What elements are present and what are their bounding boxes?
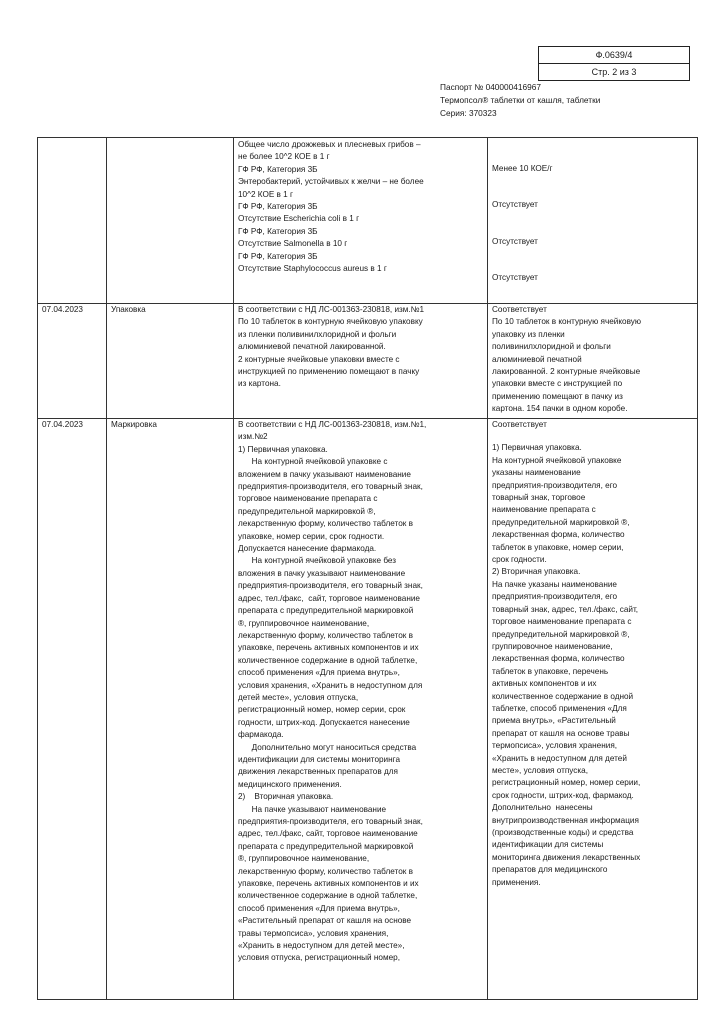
text-line: применения. (492, 877, 541, 887)
text-line: лекарственная форма, количество (492, 530, 625, 540)
text-line: товарный знак, торговое (492, 493, 586, 503)
text-line: таблетке, способ применения «Для (492, 703, 627, 713)
text-line: На пачке указаны наименование (492, 579, 617, 589)
text-line: препарата с предупредительной маркировкой (238, 841, 414, 851)
result-line: Отсутствует (492, 200, 538, 210)
text-line: регистрационный номер, номер серии, (492, 778, 641, 788)
text-line: месте», условия отпуска, (492, 765, 588, 775)
text-line: По 10 таблеток в контурную ячейковую упаковку (238, 317, 423, 327)
text-line: ГФ РФ, Категория 3Б (238, 164, 318, 174)
test-cell: Маркировка (107, 419, 234, 1000)
text-line: Допускается нанесение фармакода. (238, 544, 377, 554)
analysis-table (37, 137, 698, 1000)
text-line: поливинилхлоридной и фольги (492, 342, 611, 352)
text-line: упаковки вместе с инструкцией по (492, 379, 623, 389)
text-line: 1) Первичная упаковка. (492, 443, 582, 453)
text-line: алюминиевой печатной (492, 354, 582, 364)
text-line: способ применения «Для приема внутрь», (238, 903, 400, 913)
text-line: На пачке указывают наименование (238, 804, 387, 814)
text-line: детей месте», условия отпуска, (238, 692, 359, 702)
text-line: указаны наименование (492, 468, 581, 478)
passport-number: Паспорт № 040000416967 (440, 82, 541, 92)
table-row (38, 419, 698, 1000)
form-code-box (538, 46, 690, 81)
text-line: предупредительной маркировкой ®, (238, 506, 376, 516)
text-line: 1) Первичная упаковка. (238, 444, 328, 454)
text-line: из пленки поливинилхлоридной и фольги (238, 329, 397, 339)
text-line: из картона. (238, 379, 281, 389)
spec-cell (234, 304, 488, 419)
text-line: термопсиса», условия хранения, (492, 741, 618, 751)
text-line: ГФ РФ, Категория 3Б (238, 226, 318, 236)
text-line: изм.№2 (238, 432, 268, 442)
text-line: движения лекарственных препаратов для (238, 767, 398, 777)
text-line: условия отпуска, регистрационный номер, (238, 953, 400, 963)
text-line: внутрипроизводственная информация (492, 815, 639, 825)
text-line: Энтеробактерий, устойчивых к желчи – не более (238, 177, 424, 187)
text-line: препарата с предупредительной маркировкой (238, 606, 414, 616)
text-line: 2) Вторичная упаковка. (492, 567, 581, 577)
text-line: вложением в пачку указывают наименование (238, 469, 411, 479)
text-line: В соответствии с НД ЛС-001363-230818, изм.№1, (238, 420, 427, 429)
text-line: лекарственную форму, количество таблеток в (238, 866, 413, 876)
text-line: предприятия-производителя, его (492, 592, 618, 602)
result-cell (488, 304, 698, 419)
text-line: 2) Вторичная упаковка. (238, 792, 334, 802)
text-line: травы термопсиса», условия хранения, (238, 928, 389, 938)
text-line: количественное содержание в одной (492, 691, 634, 701)
text-line: идентификации для системы (492, 840, 604, 850)
text-line: срок годности. (492, 555, 547, 565)
result-line: Менее 10 КОЕ/г (492, 164, 553, 173)
text-line: ГФ РФ, Категория 3Б (238, 202, 318, 212)
text-line: (производственные коды) и средства (492, 828, 634, 837)
text-line: активных компонентов и их (492, 679, 597, 689)
text-line: упаковке, перечень активных компонентов и их (238, 643, 419, 653)
text-line: 2 контурные ячейковые упаковки вместе с (238, 354, 400, 364)
text-line: количественное содержание в одной таблетке, (238, 655, 418, 665)
text-line: предприятия-производителя, его товарный знак, (238, 581, 423, 591)
text-line: инструкцией по применению помещают в пачку (238, 367, 420, 377)
text-line: лекарственная форма, количество (492, 654, 625, 664)
text-line: Дополнительно нанесены (492, 803, 593, 813)
text-line: На контурной ячейковой упаковке с (238, 457, 388, 467)
result-line: Соответствует (492, 420, 547, 429)
text-line: вложения в пачку указывают наименование (238, 568, 406, 578)
text-line: 10^2 КОЕ в 1 г (238, 189, 293, 199)
text-line: Отсутствие Salmonella в 10 г (238, 239, 348, 249)
text-line: приема внутрь», «Растительный (492, 716, 616, 726)
text-line: «Хранить в недоступном для детей (492, 753, 627, 763)
text-line: торговое наименование препарата с (492, 617, 632, 627)
text-line: предприятия-производителя, его товарный знак, (238, 482, 423, 492)
text-line: препарат от кашля на основе травы (492, 728, 630, 738)
text-line: лекарственную форму, количество таблеток в (238, 630, 413, 640)
result-line: Отсутствует (492, 273, 538, 283)
form-code: Ф.0639/4 (595, 50, 633, 60)
text-line: В соответствии с НД ЛС-001363-230818, изм.№1 (238, 305, 425, 314)
page-number: Стр. 2 из 3 (539, 63, 689, 80)
text-line: «Растительный препарат от кашля на основе (238, 916, 412, 926)
text-line: Общее число дрожжевых и плесневых грибов – (238, 140, 421, 149)
text-line: упаковке, перечень активных компонентов и их (238, 879, 419, 889)
test-cell: Упаковка (107, 304, 234, 419)
table-row (38, 138, 698, 304)
text-line: лекарственную форму, количество таблеток в (238, 519, 413, 529)
text-line: ®, группировочное наименование, (238, 854, 370, 864)
text-line: По 10 таблеток в контурную ячейковую (492, 317, 642, 327)
date-cell: 07.04.2023 (38, 304, 107, 419)
text-line: годности, штрих-код. Допускается нанесение (238, 717, 410, 727)
text-line: упаковке, номер серии, срок годности. (238, 531, 385, 541)
text-line: предприятия-производителя, его (492, 480, 618, 490)
text-line: идентификации для системы мониторинга (238, 754, 401, 764)
text-line: фармакода. (238, 730, 284, 740)
spec-cell (234, 419, 488, 1000)
document-header (440, 81, 600, 120)
text-line: адрес, тел./факс, сайт, торговое наименование (238, 593, 420, 603)
text-line: торговое наименование препарата с (238, 494, 378, 504)
result-cell (488, 419, 698, 1000)
text-line: лакированной. 2 контурные ячейковые (492, 367, 641, 377)
text-line: товарный знак, адрес, тел./факс, сайт, (492, 604, 639, 614)
text-line: группировочное наименование, (492, 641, 613, 651)
text-line: Соответствует (492, 305, 547, 314)
text-line: медицинского применения. (238, 779, 342, 789)
text-line: На контурной ячейковой упаковке без (238, 556, 397, 566)
text-line: срок годности, штрих-код, фармакод. (492, 790, 634, 800)
text-line: применению помещают в пачку из (492, 391, 623, 401)
text-line: Отсутствие Staphylococcus aureus в 1 г (238, 264, 387, 274)
text-line: предприятия-производителя, его товарный знак, (238, 817, 423, 826)
text-line: регистрационный номер, номер серии, срок (238, 705, 406, 715)
text-line: мониторинга движения лекарственных (492, 852, 641, 862)
text-line: картона. 154 пачки в одном коробе. (492, 404, 628, 414)
text-line: Дополнительно могут наноситься средства (238, 742, 417, 752)
text-line: способ применения «Для приема внутрь», (238, 668, 400, 678)
text-line: препаратов для медицинского (492, 865, 608, 875)
text-line: упаковку из пленки (492, 329, 565, 339)
text-line: алюминиевой печатной лакированной. (238, 342, 386, 352)
text-line: не более 10^2 КОЕ в 1 г (238, 152, 330, 162)
text-line: ®, группировочное наименование, (238, 618, 370, 628)
date-cell (38, 138, 107, 304)
text-line: На контурной ячейковой упаковке (492, 455, 622, 465)
spec-cell (234, 138, 488, 304)
text-line: таблеток в упаковке, номер серии, (492, 542, 624, 552)
text-line: адрес, тел./факс, сайт, торговое наименование (238, 829, 418, 839)
date-cell: 07.04.2023 (38, 419, 107, 1000)
text-line: таблеток в упаковке, перечень (492, 666, 609, 676)
product-name: Термопсол® таблетки от кашля, таблетки (440, 95, 601, 105)
result-line: Отсутствует (492, 236, 538, 246)
result-cell (488, 138, 698, 304)
text-line: предупредительной маркировкой ®, (492, 517, 630, 527)
text-line: Отсутствие Escherichia coli в 1 г (238, 214, 360, 224)
text-line: наименование препарата с (492, 505, 596, 515)
text-line: ГФ РФ, Категория 3Б (238, 251, 318, 261)
text-line: условия хранения, «Хранить в недоступном для (238, 680, 423, 690)
text-line: количественное содержание в одной таблетке, (238, 891, 418, 901)
text-line: предупредительной маркировкой ®, (492, 629, 630, 639)
text-line: «Хранить в недоступном для детей месте», (238, 941, 405, 951)
test-cell (107, 138, 234, 304)
table-row (38, 304, 698, 419)
series-number: Серия: 370323 (440, 108, 497, 118)
